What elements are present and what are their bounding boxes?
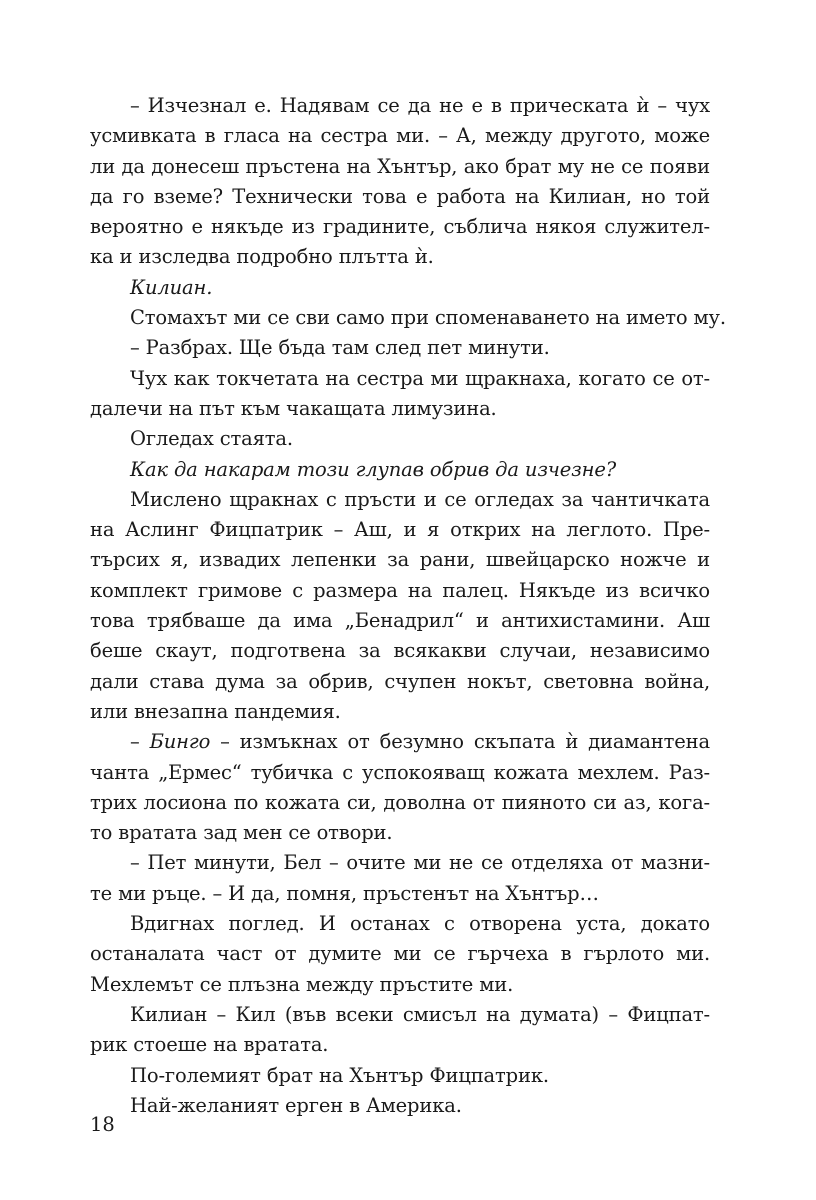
text-line: чанта „Ермес“ тубичка с успокояващ кожата мехлем. Раз- bbox=[90, 760, 710, 784]
text-line: – Изчезнал е. Надявам се да не е в прическата ѝ – чух bbox=[130, 94, 710, 117]
text-line: това трябваше да има „Бенадрил“ и антихистамини. Аш bbox=[90, 609, 710, 633]
text-line: то вратата зад мен се отвори. bbox=[90, 821, 393, 845]
text-line: По-големият брат на Хънтър Фицпатрик. bbox=[130, 1063, 549, 1087]
text-line: Вдигнах поглед. И останах с отворена уста, докато bbox=[130, 912, 710, 936]
text-line: комплект гримове с размера на палец. Някъде из всичко bbox=[90, 578, 710, 602]
text-line: усмивката в гласа на сестра ми. – А, между другото, може bbox=[90, 124, 710, 148]
text-line: дали става дума за обрив, счупен нокът, световна война, bbox=[90, 669, 710, 693]
text-line: далечи на път към чакащата лимузина. bbox=[90, 396, 497, 420]
text-line: Килиан. bbox=[130, 275, 213, 299]
text-line: или внезапна пандемия. bbox=[90, 699, 341, 723]
text-line: Чух как токчетата на сестра ми щракнаха, когато се от- bbox=[130, 366, 710, 390]
text-line: да го вземе? Технически това е работа на Килиан, но той bbox=[90, 184, 710, 208]
text-line: ли да донесеш пръстена на Хънтър, ако брат му не се появи bbox=[90, 154, 710, 178]
line-prefix: – bbox=[130, 730, 150, 754]
text-line: те ми ръце. – И да, помня, пръстенът на Хънтър… bbox=[90, 881, 599, 905]
text-line: ка и изследва подробно плътта ѝ. bbox=[90, 245, 434, 269]
text-line bbox=[90, 727, 710, 757]
text-line: Най-желаният ерген в Америка. bbox=[130, 1093, 462, 1117]
page-body-text bbox=[90, 91, 726, 1121]
text-line: беше скаут, подготвена за всякакви случаи, независимо bbox=[90, 639, 710, 663]
text-line: Мехлемът се плъзна между пръстите ми. bbox=[90, 972, 514, 996]
page-number: 18 bbox=[90, 1113, 115, 1136]
text-line: вероятно е някъде из градините, съблича някоя служител- bbox=[90, 215, 710, 239]
text-line: останалата част от думите ми се гърчеха в гърлото ми. bbox=[90, 942, 710, 966]
text-line: Стомахът ми се сви само при споменаването на името му. bbox=[130, 306, 726, 330]
text-line: рик стоеше на вратата. bbox=[90, 1033, 329, 1057]
text-line: Мислено щракнах с пръсти и се огледах за чантичката bbox=[130, 487, 710, 511]
text-line: на Аслинг Фицпатрик – Аш, и я открих на леглото. Пре- bbox=[90, 518, 710, 542]
emphasized-word: Бинго bbox=[149, 730, 211, 754]
text-line: трих лосиона по кожата си, доволна от пияното си аз, кога- bbox=[90, 790, 710, 814]
text-line: – Пет минути, Бел – очите ми не се отделяха от мазни- bbox=[130, 851, 710, 875]
text-line: Как да накарам този глупав обрив да изчезне? bbox=[130, 457, 617, 481]
text-line: Огледах стаята. bbox=[130, 427, 293, 451]
text-line: търсих я, извадих лепенки за рани, швейцарско ножче и bbox=[90, 548, 710, 572]
line-rest: – измъкнах от безумно скъпата ѝ диамантена bbox=[210, 730, 710, 754]
text-line: – Разбрах. Ще бъда там след пет минути. bbox=[130, 336, 550, 360]
text-line: Килиан – Кил (във всеки смисъл на думата) – Фицпат- bbox=[130, 1002, 710, 1026]
